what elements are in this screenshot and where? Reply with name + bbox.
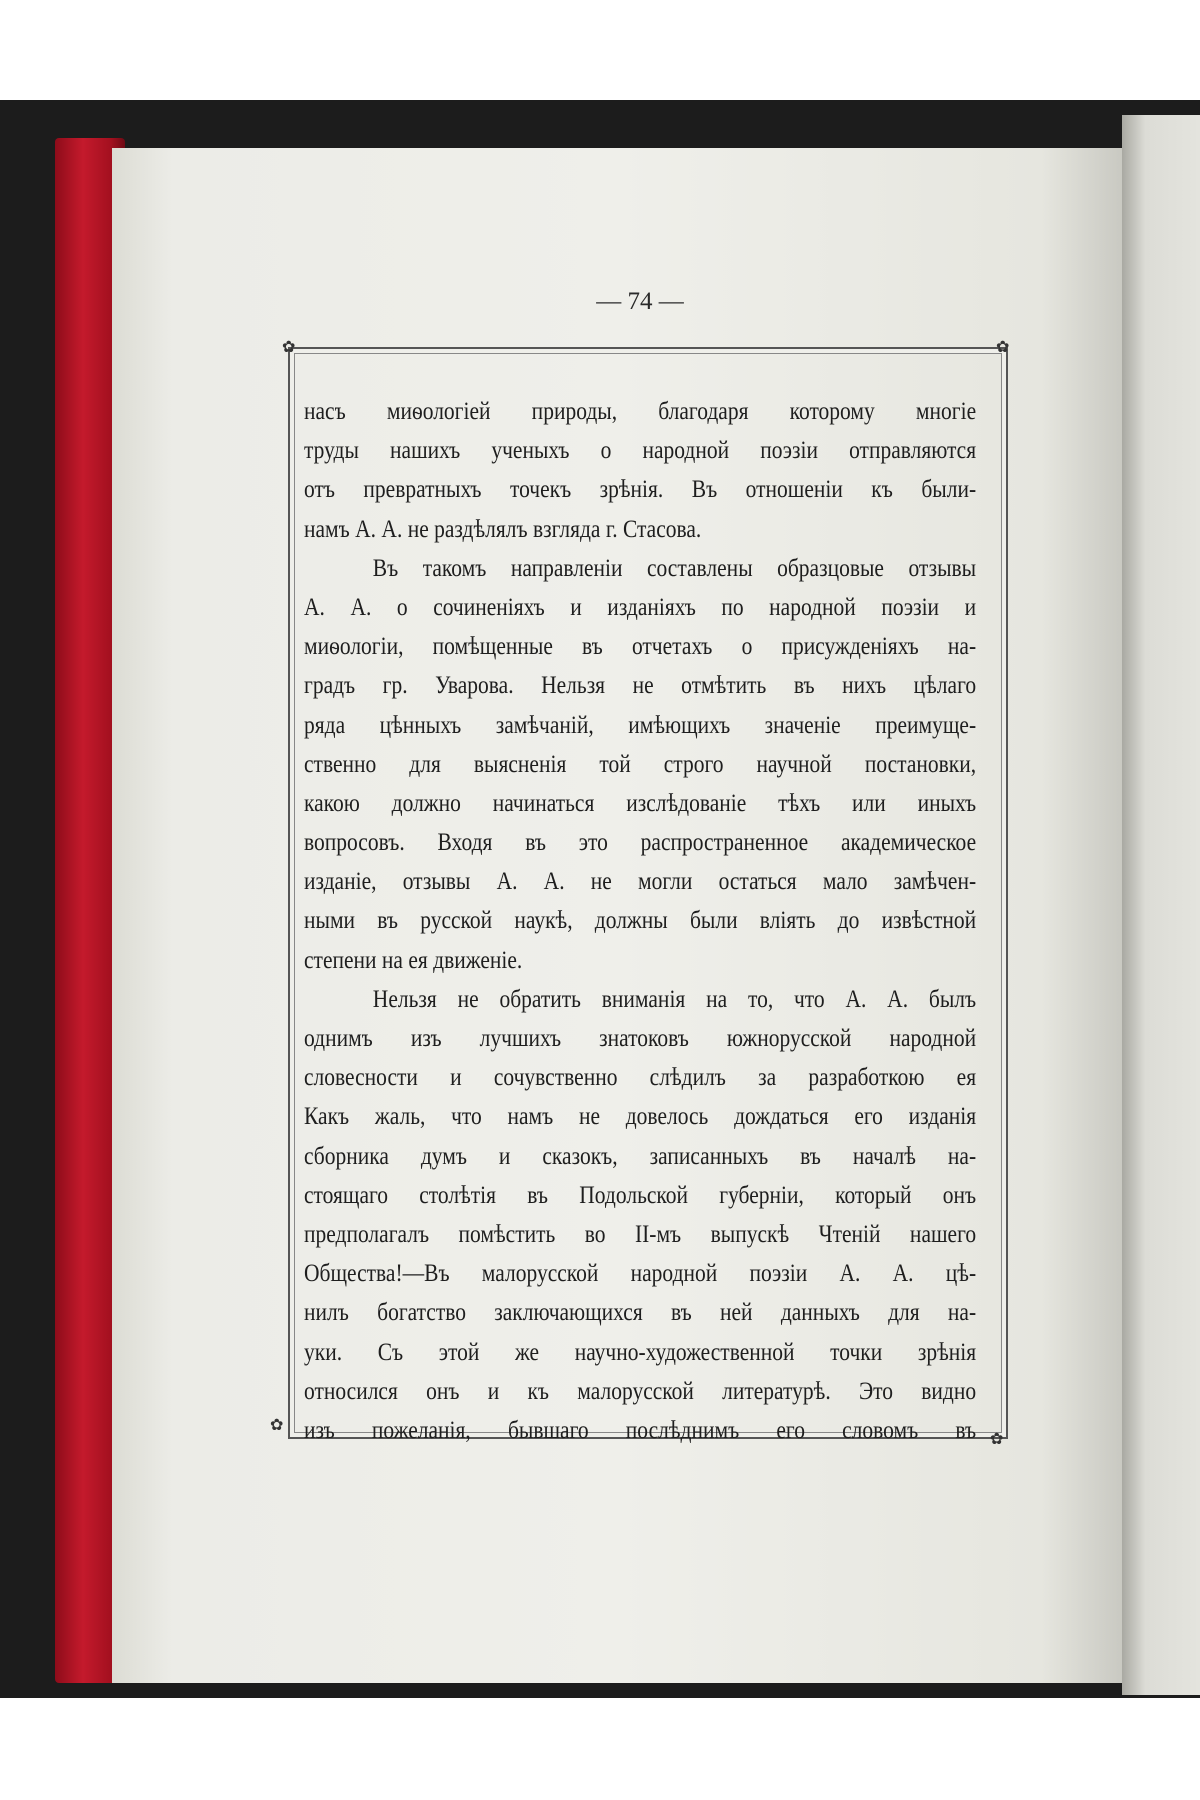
corner-ornament-icon: ✿ xyxy=(990,1431,1004,1448)
corner-ornament-icon: ✿ xyxy=(996,339,1010,356)
corner-ornament-icon: ✿ xyxy=(282,339,296,356)
text-line: однимъ изъ лучшихъ знатоковъ южнорусской народной xyxy=(304,1025,977,1052)
text-line: нилъ богатство заключающихся въ ней данныхъ для на- xyxy=(304,1299,977,1327)
text-line: Какъ жаль, что намъ не довелось дождаться его изданія xyxy=(304,1103,977,1131)
text-line: отъ превратныхъ точекъ зрѣнія. Въ отношеніи къ были- xyxy=(304,476,977,504)
text-line: Нельзя не обратить вниманія на то, что А. А. былъ xyxy=(372,985,977,1013)
text-line: степени на ея движеніе. xyxy=(304,946,523,974)
page-number: — 74 — xyxy=(596,288,684,315)
facing-page-edge xyxy=(1122,115,1200,1695)
text-line: ственно для выясненія той строго научной постановки, xyxy=(304,750,977,778)
text-line: градъ гр. Уварова. Нельзя не отмѣтить въ нихъ цѣлаго xyxy=(304,672,977,700)
text-line: труды нашихъ ученыхъ о народной поэзіи отправляются xyxy=(304,437,977,465)
text-line: словесности и сочувственно слѣдилъ за разработкою ея xyxy=(304,1064,977,1092)
text-line: ряда цѣнныхъ замѣчаній, имѣющихъ значеніе преимуще- xyxy=(304,711,977,739)
body-text xyxy=(304,392,976,1450)
text-line: Въ такомъ направленіи составлены образцовые отзывы xyxy=(372,554,977,582)
text-line: сборника думъ и сказокъ, записанныхъ въ началѣ на- xyxy=(304,1142,977,1170)
text-line: ными въ русской наукѣ, должны были вліять до извѣстной xyxy=(304,907,977,935)
text-line: стоящаго столѣтія въ Подольской губерніи, который онъ xyxy=(304,1181,977,1209)
corner-ornament-icon: ✿ xyxy=(270,1417,284,1434)
text-line: какою должно начинаться изслѣдованіе тѣхъ или иныхъ xyxy=(304,789,977,817)
text-line: насъ миѳологіей природы, благодаря которому многіе xyxy=(304,398,977,425)
text-line: относился онъ и къ малорусской литературѣ. Это видно xyxy=(304,1377,977,1405)
text-line: намъ А. А. не раздѣлялъ взгляда г. Стасова. xyxy=(304,515,702,543)
text-line: миѳологіи, помѣщенные въ отчетахъ о присужденіяхъ на- xyxy=(304,633,977,661)
text-line: Общества!—Въ малорусской народной поэзіи А. А. цѣ- xyxy=(304,1260,977,1288)
text-line: А. А. о сочиненіяхъ и изданіяхъ по народной поэзіи и xyxy=(304,593,977,621)
text-line: уки. Съ этой же научно-художественной точки зрѣнія xyxy=(304,1338,977,1366)
text-line: предполагалъ помѣстить во II-мъ выпускѣ Чтеній нашего xyxy=(304,1220,977,1248)
text-line: изъ пожеланія, бывшаго послѣднимъ его словомъ въ xyxy=(304,1416,977,1444)
text-line: изданіе, отзывы А. А. не могли остаться мало замѣчен- xyxy=(304,868,977,896)
text-line: вопросовъ. Входя въ это распространенное академическое xyxy=(304,829,977,857)
